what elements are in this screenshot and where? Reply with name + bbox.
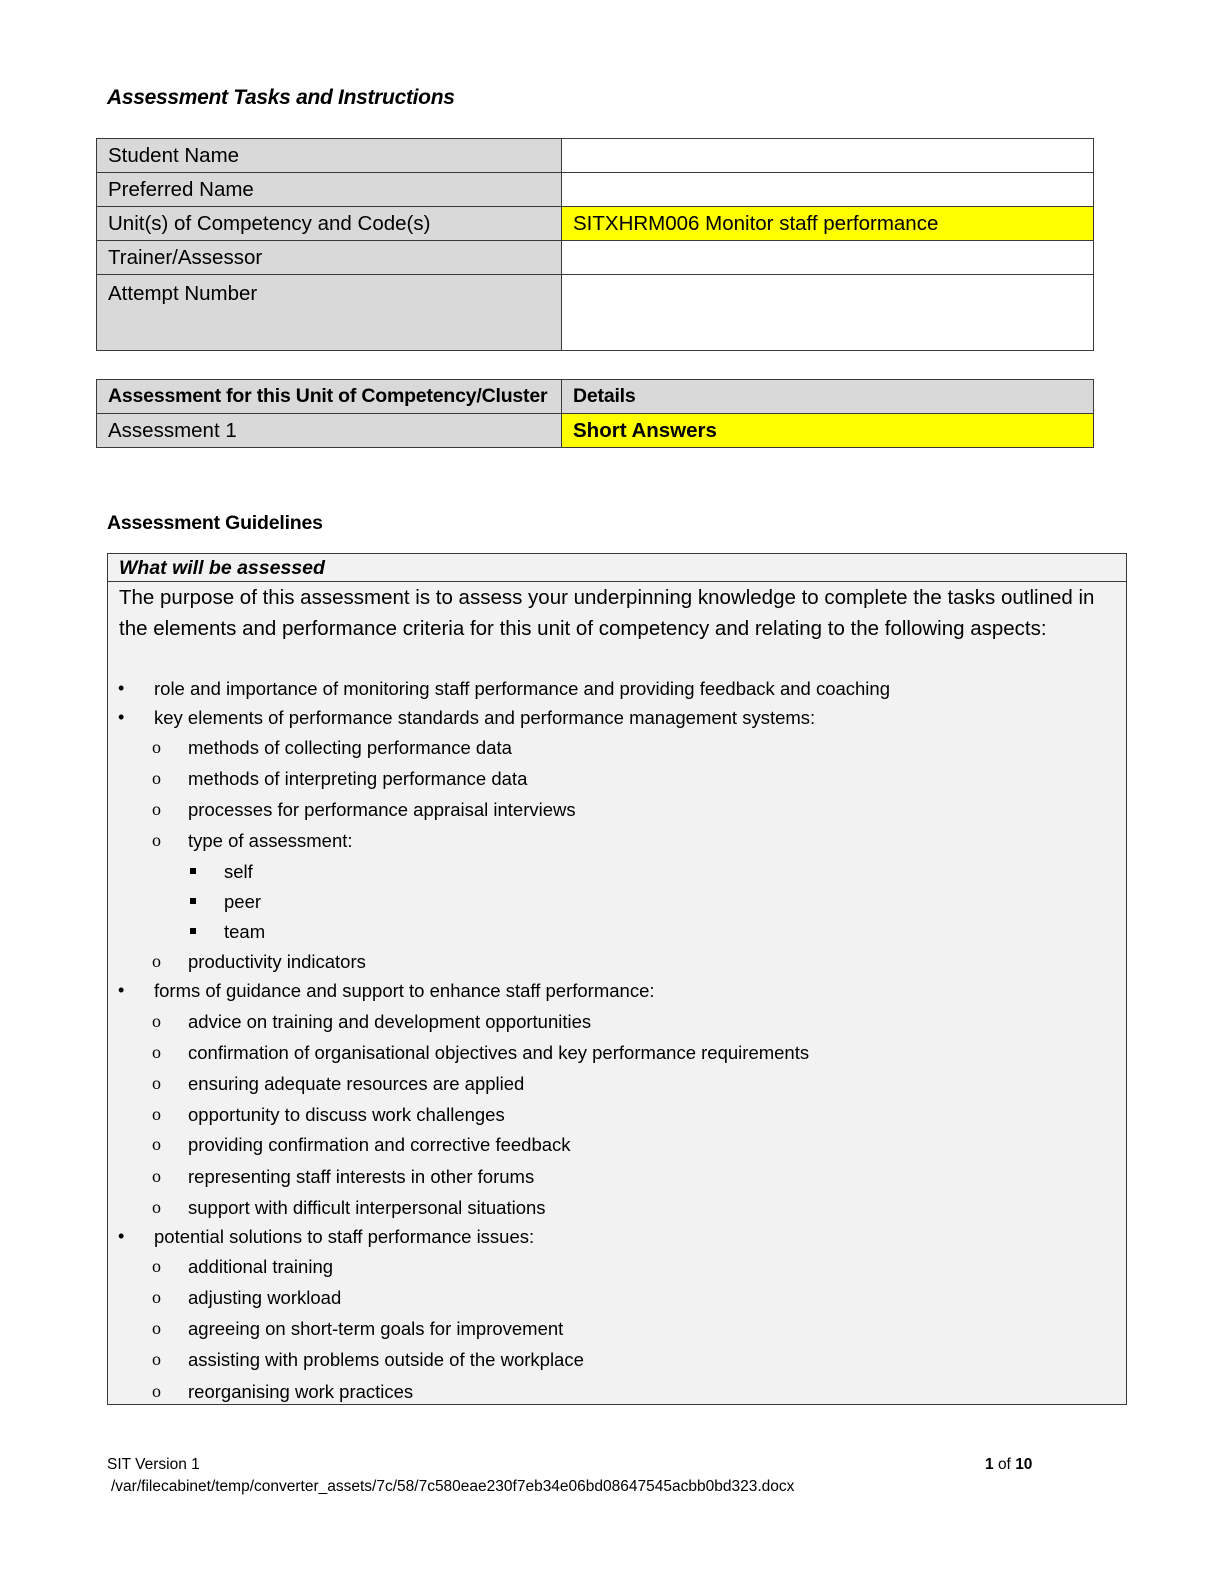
page-of-label: of <box>997 1456 1011 1473</box>
page-title: Assessment Tasks and Instructions <box>107 86 455 109</box>
list-item <box>152 1349 584 1371</box>
details-header-cell: Details <box>562 380 1094 414</box>
list-item-text: opportunity to discuss work challenges <box>188 1104 505 1125</box>
square-bullet-icon <box>190 898 196 904</box>
list-item-text: confirmation of organisational objectives and key performance requirements <box>188 1042 810 1063</box>
list-item-text: self <box>224 861 253 882</box>
purpose-paragraph: The purpose of this assessment is to assess your underpinning knowledge to complete the tasks outlined in the elements and performance criteria for this unit of competency and relating to the following aspects: <box>119 586 1095 640</box>
list-item <box>188 921 265 943</box>
bullet-icon: • <box>118 678 125 698</box>
list-item-text: advice on training and development opportunities <box>188 1011 592 1032</box>
what-will-be-assessed-heading: What will be assessed <box>108 554 1126 582</box>
circle-bullet-icon: o <box>152 951 161 971</box>
attempt-number-label: Attempt Number <box>97 275 562 351</box>
preferred-name-label: Preferred Name <box>97 173 562 207</box>
list-item-text: support with difficult interpersonal situations <box>188 1197 546 1218</box>
list-item <box>152 737 512 759</box>
square-bullet-icon <box>190 928 196 934</box>
circle-bullet-icon: o <box>152 1256 161 1276</box>
footer-file-path: /var/filecabinet/temp/converter_assets/7c/58/7c580eae230f7eb34e06bd08647545acbb0bd323.docx <box>111 1478 795 1495</box>
list-item <box>188 861 253 883</box>
table-row <box>97 275 1094 351</box>
list-item <box>152 768 527 790</box>
list-item-text: adjusting workload <box>188 1287 342 1308</box>
list-item-text: type of assessment: <box>188 830 353 851</box>
assessment-summary-table <box>96 379 1094 448</box>
list-item-text: agreeing on short-term goals for improvement <box>188 1318 564 1339</box>
assessment-header-cell: Assessment for this Unit of Competency/Cluster <box>97 380 562 414</box>
list-item <box>152 951 366 973</box>
list-item <box>118 678 890 700</box>
list-item-text: methods of interpreting performance data <box>188 768 528 789</box>
assessment-guidelines-heading: Assessment Guidelines <box>107 512 323 534</box>
assessment-details-cell: Short Answers <box>562 414 1094 448</box>
list-item <box>152 1197 546 1219</box>
circle-bullet-icon: o <box>152 830 161 850</box>
list-item-text: team <box>224 921 266 942</box>
table-row <box>97 414 1094 448</box>
list-item-text: forms of guidance and support to enhance staff performance: <box>154 980 655 1001</box>
list-item <box>152 1381 413 1403</box>
list-item-text: role and importance of monitoring staff performance and providing feedback and coaching <box>154 678 890 699</box>
preferred-name-value[interactable] <box>562 173 1094 207</box>
bullet-icon: • <box>118 707 125 727</box>
list-item <box>152 1134 571 1156</box>
list-item <box>188 891 261 913</box>
list-item-text: potential solutions to staff performance issues: <box>154 1226 535 1247</box>
circle-bullet-icon: o <box>152 1011 161 1031</box>
circle-bullet-icon: o <box>152 1042 161 1062</box>
circle-bullet-icon: o <box>152 1287 161 1307</box>
list-item <box>152 1256 333 1278</box>
list-item <box>118 980 655 1002</box>
total-pages: 10 <box>1015 1456 1033 1473</box>
circle-bullet-icon: o <box>152 737 161 757</box>
table-header-row <box>97 380 1094 414</box>
list-item-text: productivity indicators <box>188 951 366 972</box>
table-row <box>97 241 1094 275</box>
circle-bullet-icon: o <box>152 1104 161 1124</box>
list-item-text: reorganising work practices <box>188 1381 414 1402</box>
circle-bullet-icon: o <box>152 1197 161 1217</box>
guidelines-box <box>107 553 1127 1405</box>
list-item-text: ensuring adequate resources are applied <box>188 1073 525 1094</box>
circle-bullet-icon: o <box>152 1134 161 1154</box>
trainer-assessor-label: Trainer/Assessor <box>97 241 562 275</box>
attempt-number-value[interactable] <box>562 275 1094 351</box>
circle-bullet-icon: o <box>152 1381 161 1401</box>
list-item-text: assisting with problems outside of the workplace <box>188 1349 584 1370</box>
list-item <box>152 799 576 821</box>
list-item <box>152 1042 809 1064</box>
circle-bullet-icon: o <box>152 1073 161 1093</box>
list-item-text: representing staff interests in other forums <box>188 1166 535 1187</box>
list-item-text: methods of collecting performance data <box>188 737 512 758</box>
list-item-text: providing confirmation and corrective feedback <box>188 1134 571 1155</box>
table-row <box>97 207 1094 241</box>
list-item <box>152 1318 563 1340</box>
list-item-text: processes for performance appraisal interviews <box>188 799 576 820</box>
student-name-value[interactable] <box>562 139 1094 173</box>
unit-of-competency-label: Unit(s) of Competency and Code(s) <box>97 207 562 241</box>
list-item <box>152 1166 534 1188</box>
bullet-icon: • <box>118 980 125 1000</box>
list-item <box>152 1011 591 1033</box>
circle-bullet-icon: o <box>152 1349 161 1369</box>
footer-page-number <box>985 1456 1032 1474</box>
circle-bullet-icon: o <box>152 768 161 788</box>
list-item-text: key elements of performance standards and performance management systems: <box>154 707 816 728</box>
table-row <box>97 173 1094 207</box>
circle-bullet-icon: o <box>152 799 161 819</box>
list-item <box>118 1226 534 1248</box>
footer-version: SIT Version 1 <box>107 1456 200 1473</box>
circle-bullet-icon: o <box>152 1166 161 1186</box>
square-bullet-icon <box>190 868 196 874</box>
list-item <box>118 707 815 729</box>
bullet-icon: • <box>118 1226 125 1246</box>
unit-of-competency-value: SITXHRM006 Monitor staff performance <box>562 207 1094 241</box>
trainer-assessor-value[interactable] <box>562 241 1094 275</box>
list-item <box>152 1073 524 1095</box>
student-info-table <box>96 138 1094 351</box>
circle-bullet-icon: o <box>152 1318 161 1338</box>
table-row <box>97 139 1094 173</box>
list-item-text: peer <box>224 891 262 912</box>
student-name-label: Student Name <box>97 139 562 173</box>
assessment-name-cell: Assessment 1 <box>97 414 562 448</box>
list-item <box>152 1104 505 1126</box>
list-item-text: additional training <box>188 1256 334 1277</box>
current-page: 1 <box>985 1456 994 1473</box>
list-item <box>152 1287 341 1309</box>
list-item <box>152 830 353 852</box>
